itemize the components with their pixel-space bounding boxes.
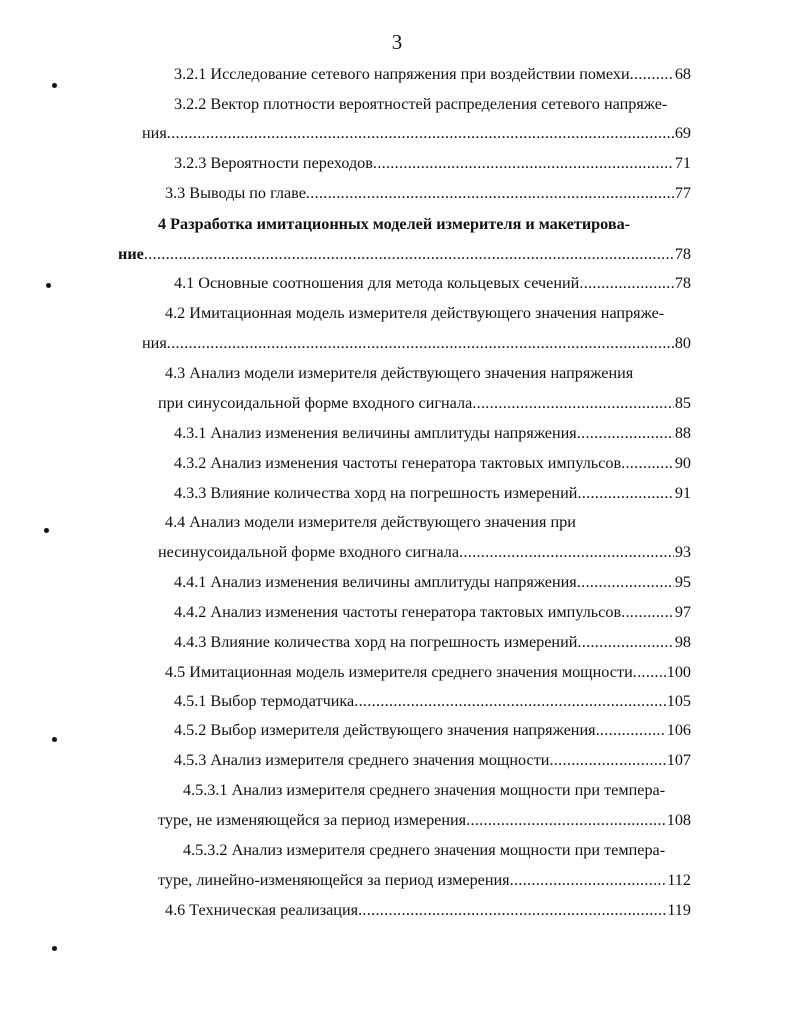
toc-entry-page: 93 [674,543,691,561]
toc-entry-3-2-2-cont [142,121,691,145]
toc-entry-title: 3.2.3 Вероятности переходов [174,154,373,172]
toc-entry-4 [158,212,694,236]
toc-entry-3-2-3 [174,151,691,175]
toc-entry-title: 4.4 Анализ модели измерителя действующего значения при [165,513,576,531]
toc-entry-page: 68 [674,65,691,83]
toc-entry-4-5-3 [174,748,691,772]
toc-entry-title: 4.5.3 Анализ измерителя среднего значения мощности [174,751,550,769]
toc-entry-title: несинусоидальной форме входного сигнала [158,543,460,561]
page-number: 3 [391,30,403,54]
toc-entry-4-cont [118,242,691,266]
toc-entry-title: ние [118,245,144,263]
toc-entry-4-4 [165,510,624,534]
toc-entry-4-6 [165,898,691,922]
scan-mark-dot [52,946,57,951]
toc-entry-4-1 [174,271,691,295]
toc-entry-title: 4.3.1 Анализ изменения величины амплитуды напряжения [174,424,577,442]
toc-entry-title: 4.3.2 Анализ изменения частоты генератора тактовых импульсов [174,454,622,472]
toc-entry-page: 78 [674,245,691,263]
toc-entry-4-3 [165,361,684,385]
toc-entry-title: 4.5 Имитационная модель измерителя среднего значения мощности [165,663,633,681]
toc-entry-title: 4.5.3.1 Анализ измерителя среднего значения мощности при темпера- [183,781,666,799]
toc-entry-page: 80 [674,334,691,352]
toc-entry-title: при синусоидальной форме входного сигнала [158,394,473,412]
toc-entry-page: 77 [674,184,691,202]
toc-entry-page: 119 [667,901,691,919]
toc-entry-4-4-3 [174,630,691,654]
toc-entry-page: 95 [674,573,691,591]
toc-entry-page: 78 [674,274,691,292]
toc-entry-title: 4 Разработка имитационных моделей измерителя и макетирова- [158,215,631,233]
toc-entry-title: 4.4.2 Анализ изменения частоты генератора тактовых импульсов [174,603,622,621]
toc-entry-4-2 [165,301,718,325]
toc-entry-4-5-3-2-cont [158,868,691,892]
toc-entry-page: 91 [674,484,691,502]
toc-entry-title: 3.3 Выводы по главе [165,184,306,202]
toc-entry-3-2-2 [174,92,718,116]
toc-entry-page: 107 [666,751,691,769]
toc-entry-title: туре, не изменяющейся за период измерения [158,811,467,829]
toc-entry-page: 97 [674,603,691,621]
scan-mark-dot [52,737,57,742]
toc-entry-title: 3.2.1 Исследование сетевого напряжения при воздействии помехи [174,65,630,83]
scan-mark-dot [46,283,51,288]
toc-entry-page: 88 [674,424,691,442]
scan-mark-dot [52,83,57,88]
toc-entry-title: 4.2 Имитационная модель измерителя действующего значения напряже- [165,304,665,322]
toc-entry-4-4-1 [174,570,691,594]
toc-entry-4-5-2 [174,718,691,742]
toc-entry-4-3-1 [174,421,691,445]
toc-entry-title: ния [142,334,167,352]
toc-entry-title: 4.3.3 Влияние количества хорд на погрешность измерений [174,484,578,502]
toc-entry-4-5-3-1-cont [158,808,691,832]
toc-entry-title: 3.2.2 Вектор плотности вероятностей распределения сетевого напряже- [174,95,668,113]
toc-entry-4-5-3-2 [183,838,706,862]
toc-entry-4-3-2 [174,451,691,475]
toc-entry-4-5-3-1 [183,778,706,802]
toc-entry-title: ния [142,124,167,142]
toc-entry-4-5-1 [174,689,691,713]
toc-entry-title: 4.5.3.2 Анализ измерителя среднего значения мощности при темпера- [183,841,666,859]
toc-entry-page: 106 [666,721,691,739]
toc-entry-title: 4.4.1 Анализ изменения величины амплитуды напряжения [174,573,577,591]
toc-entry-page: 100 [666,663,691,681]
toc-entry-4-4-2 [174,600,691,624]
toc-entry-4-2-cont [142,331,691,355]
toc-entry-page: 71 [674,154,691,172]
toc-entry-page: 112 [667,871,691,889]
toc-entry-3-2-1 [174,62,691,86]
toc-entry-title: 4.4.3 Влияние количества хорд на погрешность измерений [174,633,578,651]
toc-entry-4-3-cont [158,391,691,415]
toc-entry-title: туре, линейно-изменяющейся за период измерения [158,871,510,889]
toc-entry-title: 4.1 Основные соотношения для метода кольцевых сечений [174,274,580,292]
toc-entry-4-3-3 [174,481,691,505]
toc-entry-3-3 [165,181,691,205]
toc-entry-title: 4.5.1 Выбор термодатчика [174,692,355,710]
toc-entry-title: 4.3 Анализ модели измерителя действующего значения напряжения [165,364,634,382]
toc-entry-title: 4.6 Техническая реализация [165,901,359,919]
toc-entry-page: 90 [674,454,691,472]
toc-entry-page: 105 [666,692,691,710]
toc-entry-page: 98 [674,633,691,651]
toc-entry-page: 108 [666,811,691,829]
toc-entry-page: 69 [674,124,691,142]
toc-entry-title: 4.5.2 Выбор измерителя действующего значения напряжения [174,721,596,739]
toc-entry-4-5 [165,660,691,684]
toc-entry-page: 85 [674,394,691,412]
scan-mark-dot [44,528,49,533]
toc-entry-4-4-cont [158,540,691,564]
